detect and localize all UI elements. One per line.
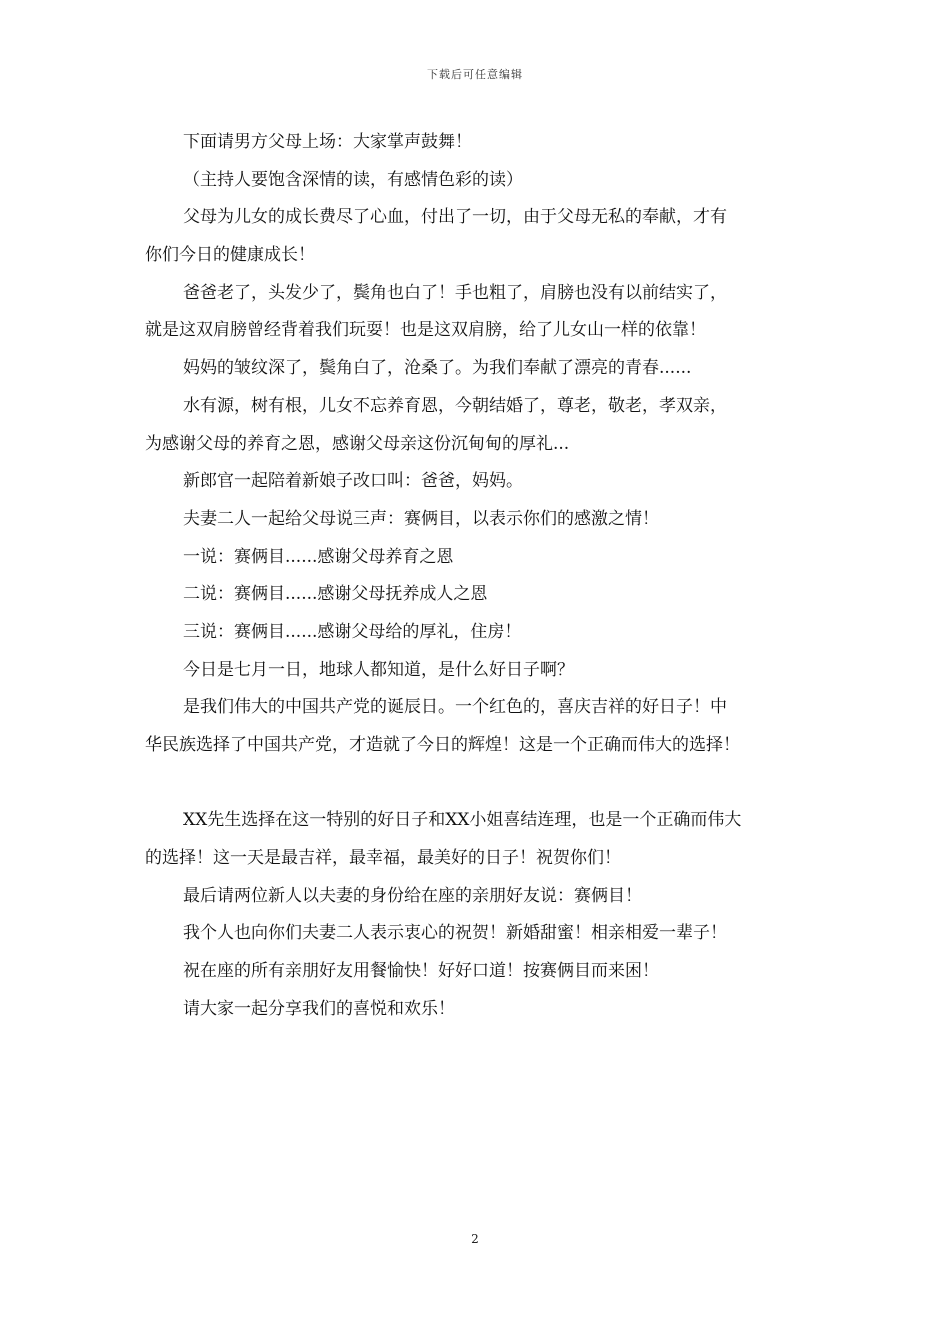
page-header: 下载后可任意编辑	[427, 68, 523, 81]
text-line: 祝在座的所有亲朋好友用餐愉快！好好口道！按赛俩目而来困！	[183, 961, 659, 982]
text-line: 父母为儿女的成长费尽了心血，付出了一切，由于父母无私的奉献，才有	[183, 207, 727, 228]
text-line: 下面请男方父母上场：大家掌声鼓舞！	[183, 132, 472, 152]
text-line: 请大家一起分享我们的喜悦和欢乐！	[183, 998, 455, 1019]
page-number: 2	[471, 1232, 479, 1246]
text-line: 夫妻二人一起给父母说三声：赛俩目，以表示你们的感激之情！	[183, 508, 659, 529]
blank-line	[145, 765, 810, 803]
text-line: 一说：赛俩目......感谢父母养育之恩	[183, 546, 454, 567]
text-line: 三说：赛俩目......感谢父母给的厚礼，住房！	[183, 621, 522, 642]
text-line: 的选择！这一天是最吉祥，最幸福，最美好的日子！祝贺你们！	[145, 848, 621, 869]
text-line: XX先生选择在这一特别的好日子和XX小姐喜结连理，也是一个正确而伟大	[183, 810, 742, 831]
text-line: 是我们伟大的中国共产党的诞辰日。一个红色的，喜庆吉祥的好日子！中	[183, 697, 727, 718]
text-line: 华民族选择了中国共产党，才造就了今日的辉煌！这是一个正确而伟大的选择！	[145, 735, 740, 755]
text-line: 二说：赛俩目......感谢父母抚养成人之恩	[183, 584, 488, 605]
document-body	[145, 124, 810, 1029]
text-line: 新郎官一起陪着新娘子改口叫：爸爸，妈妈。	[183, 471, 523, 492]
text-line: 今日是七月一日，地球人都知道，是什么好日子啊？	[183, 659, 574, 680]
text-line: 我个人也向你们夫妻二人表示衷心的祝贺！新婚甜蜜！相亲相爱一辈子！	[183, 923, 727, 944]
text-line: 妈妈的皱纹深了，鬓角白了，沧桑了。为我们奉献了漂亮的青春......	[183, 358, 692, 379]
text-line: 就是这双肩膀曾经背着我们玩耍！也是这双肩膀，给了儿女山一样的依靠！	[145, 320, 706, 341]
text-line: 爸爸老了，头发少了，鬓角也白了！手也粗了，肩膀也没有以前结实了，	[183, 282, 727, 303]
text-line: 水有源，树有根，儿女不忘养育恩，今朝结婚了，尊老，敬老，孝双亲，	[183, 395, 727, 416]
text-line: 最后请两位新人以夫妻的身份给在座的亲朋好友说：赛俩目！	[183, 885, 642, 906]
text-line: （主持人要饱含深情的读，有感情色彩的读）	[183, 169, 523, 190]
text-line: 你们今日的健康成长！	[145, 245, 315, 266]
text-line: 为感谢父母的养育之恩，感谢父母亲这份沉甸甸的厚礼...	[145, 433, 570, 454]
